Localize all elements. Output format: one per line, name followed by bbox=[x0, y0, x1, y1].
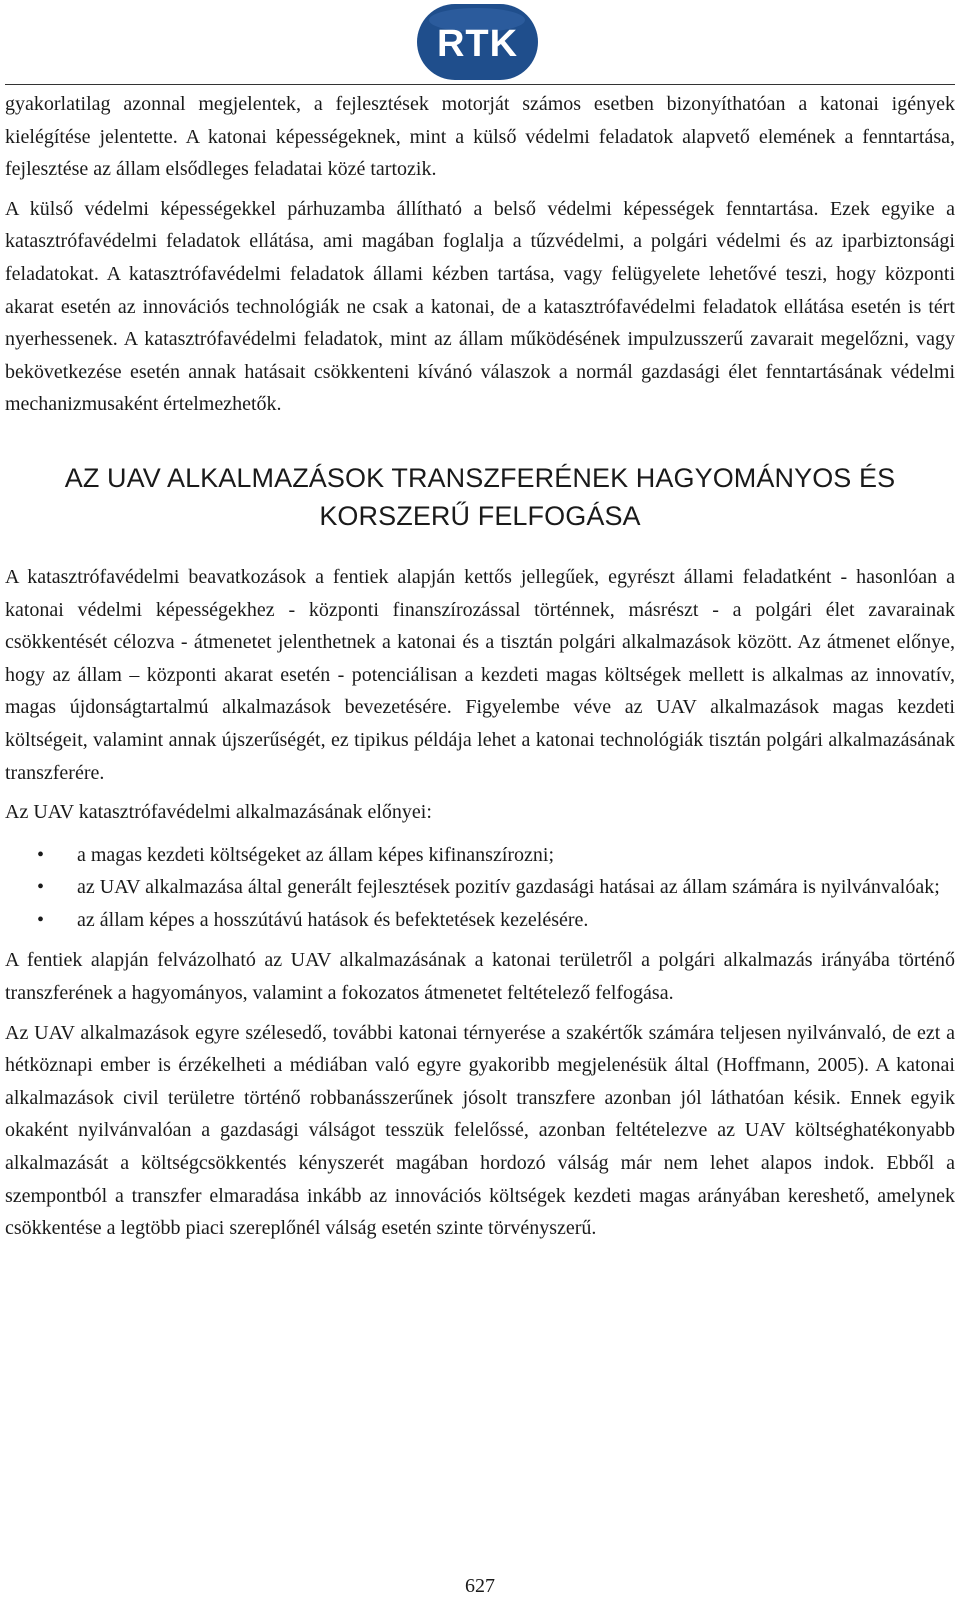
bullet-icon: • bbox=[37, 876, 45, 899]
benefit-item bbox=[5, 839, 955, 872]
benefit-text: az állam képes a hosszútávú hatások és befektetések kezelésére. bbox=[77, 908, 589, 931]
closing-paragraph-1: A fentiek alapján felvázolható az UAV alkalmazásának a katonai területről a polgári alkalmazás irányába történő transzferének a hagyományos, valamint a fokozatos átmenetet feltételező felfogása. bbox=[5, 949, 955, 1005]
benefit-text: az UAV alkalmazása által generált fejlesztések pozitív gazdasági hatásai az állam számára is nyilvánvalóak; bbox=[77, 876, 940, 899]
closing-paragraph-2: Az UAV alkalmazások egyre szélesedő, további katonai térnyerése a szakértők számára teljesen nyilvánvaló, de ezt a hétköznapi ember is érzékelheti a médiában való egyre gyakoribb megjelenésük által (Hoffmann, 2005). A katonai alkalmazások civil területre történő robbanásszerűnek jósolt transzfere azonban jól láthatóan késik. Ennek egyik okaként nyilvánvalóan a gazdasági válságot tesszük felelőssé, azonban feltételezve az UAV költséghatékonyabb alkalmazását a költségcsökkentés kényszerét magában hordozó válság már nem lehet alapos indok. Ebből a szempontból a transzfer elmaradása inkább az innovációs költségek kezdeti magas arányában kereshető, amelynek csökkentése a legtöbb piaci szereplőnél válság esetén szinte törvényszerű. bbox=[5, 1021, 955, 1240]
bullet-icon: • bbox=[37, 843, 45, 866]
bullet-icon: • bbox=[37, 908, 45, 931]
intro-paragraph-2: A külső védelmi képességekkel párhuzamba állítható a belső védelmi képességek fenntartása. Ezek egyike a katasztrófavédelmi feladatok ellátása, ami magában foglalja a tűzvédelmi, a polgári védelmi és az iparbiztonsági feladatokat. A katasztrófavédelmi feladatok állami kézben tartása, vagy felügyelete lehetővé teszi, hogy központi akarat esetén az innovációs technológiák ne csak a katonai, de a katasztrófavédelmi feladatok ellátása esetén is tért nyerhessenek. A katasztrófavédelmi feladatok, mint az állam működésének impulzusszerű zavarait megelőzni, vagy bekövetkezése esetén annak hatásait csökkenteni kívánó válaszok a normál gazdasági élet fenntartásának védelmi mechanizmusaként értelmezhetők. bbox=[5, 197, 955, 416]
benefit-item bbox=[5, 871, 955, 904]
header-rule bbox=[5, 84, 955, 85]
document-body bbox=[5, 88, 955, 1245]
section-paragraph-1: A katasztrófavédelmi beavatkozások a fentiek alapján kettős jellegűek, egyrészt állami feladatként - hasonlóan a katonai védelmi képességekhez - központi finanszírozással történnek, másrészt - a polgári élet zavarainak csökkentését célozva - átmenetet jelenthetnek a katonai és a tisztán polgári alkalmazások között. Az átmenet előnye, hogy az állam – központi akarat esetén - potenciálisan a kezdeti magas költségek mellett is alkalmas az innovatív, magas újdonságtartalmú alkalmazások bevezetésére. Figyelembe véve az UAV alkalmazások magas kezdeti költségeit, valamint annak újszerűségét, ez tipikus példája lehet a katonai technológiák tisztán polgári alkalmazásának transzferére. bbox=[5, 565, 955, 784]
intro-paragraph-1: gyakorlatilag azonnal megjelentek, a fejlesztések motorját számos esetben bizonyíthatóan a katonai igények kielégítése jelentette. A katonai képességeknek, mint a külső védelmi feladatok alapvető elemének a fenntartása, fejlesztése az állam elsődleges feladatai közé tartozik. bbox=[5, 93, 955, 181]
benefit-text: a magas kezdeti költségeket az állam képes kifinanszírozni; bbox=[77, 843, 555, 866]
logo-text: RTK bbox=[436, 23, 519, 65]
benefits-intro: Az UAV katasztrófavédelmi alkalmazásának előnyei: bbox=[5, 801, 432, 824]
page-number: 627 bbox=[465, 1575, 495, 1597]
benefits-list bbox=[5, 839, 955, 937]
rtk-logo bbox=[415, 2, 540, 82]
benefit-item bbox=[5, 904, 955, 937]
section-heading: AZ UAV ALKALMAZÁSOK TRANSZFERÉNEK HAGYOMÁNYOS ÉS KORSZERŰ FELFOGÁSA bbox=[64, 462, 896, 531]
